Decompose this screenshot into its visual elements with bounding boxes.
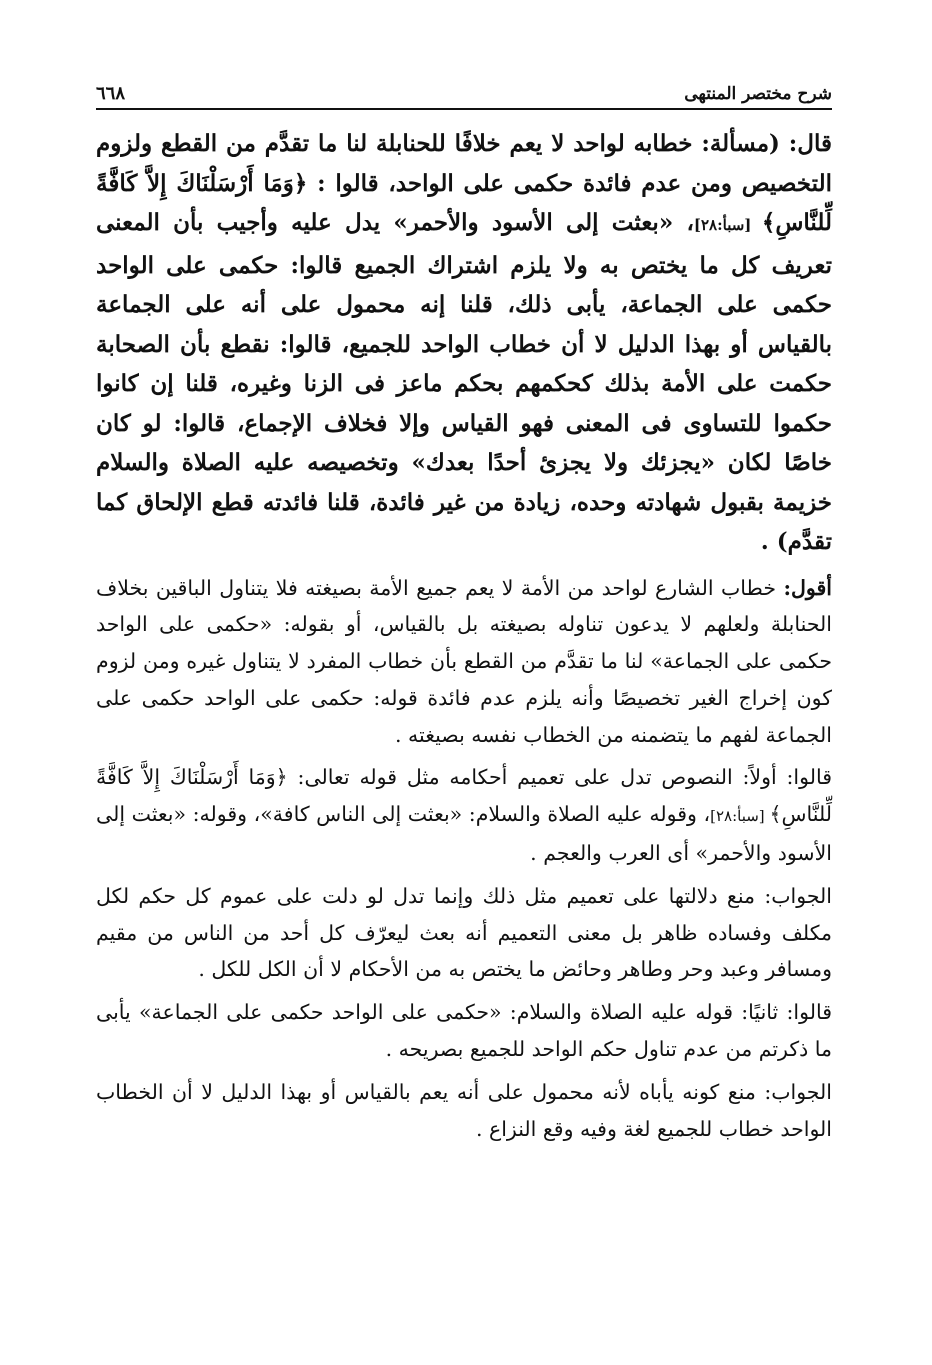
running-title: شرح مختصر المنتهى <box>684 84 832 104</box>
sharh-text-1: خطاب الشارع لواحد من الأمة لا يعم جميع الأمة بصيغته فلا يتناول الباقين بخلاف الحنابلة ولعلهم لا يدعون تناوله بصيغته بل بالقياس، أو بقوله: «حكمى على الواحد حكمى على الجماعة» لنا ما تقدَّم من القطع بأن خطاب المفرد لا يتناول غيره ومن لزوم كون إخراج الغير تخصيصًا وأنه يلزم عدم فائدة قوله: حكمى على الواحد حكمى على الجماعة لفهم ما يتضمنه من الخطاب نفسه بصيغته . <box>96 575 832 747</box>
quran-verse: ﴿وَمَا أَرْسَلْنَاكَ إِلاَّ كَافَّةً لِّلنَّاسِ﴾ <box>96 765 832 827</box>
sharh-paragraph-3: الجواب: منع دلالتها على تعميم مثل ذلك وإنما تدل لو دلت على عموم كل حكم لكل مكلف وفساده ظاهر بل معنى التعميم أنه بعث ليعرّف كل أحد من الناس من مقيم ومسافر وعبد وحر وطاهر وحائض ما يختص به من الأحكام لا أن الكل للكل . <box>96 883 832 982</box>
verse-reference: [سبأ:٢٨] <box>710 807 770 826</box>
running-head <box>96 76 832 110</box>
verse-reference: [سبأ:٢٨] <box>693 216 762 234</box>
sharh-text-2a: قالوا: أولاً: النصوص تدل على تعميم أحكامه مثل قوله تعالى: <box>287 765 832 790</box>
sharh-paragraph-1 <box>96 570 832 754</box>
quran-verse: ﴿وَمَا أَرْسَلْنَاكَ إِلاَّ كَافَّةً لِّلنَّاسِ﴾ <box>96 169 832 236</box>
book-page <box>96 76 832 1147</box>
sharh-paragraph-5: الجواب: منع كونه يأباه لأنه محمول على أنه يعم بالقياس أو بهذا الدليل لا أن الخطاب الواحد خطاب للجميع لغة وفيه وقع النزاع . <box>96 1079 832 1141</box>
sharh-paragraph-2 <box>96 759 832 871</box>
sharh-text-2b: ، وقوله عليه الصلاة والسلام: «بعثت إلى الناس كافة»، وقوله: «بعثت إلى الأسود والأحمر» أى العرب والعجم . <box>96 802 832 866</box>
matn-text-1: قال: (مسألة: خطابه لواحد لا يعم خلافًا للحنابلة لنا ما تقدَّم من القطع ولزوم التخصيص ومن عدم فائدة حكمى على الواحد، قالوا : <box>96 130 832 197</box>
page-body <box>96 124 832 1147</box>
page-number: ٦٦٨ <box>96 83 126 104</box>
sharh-paragraph-4: قالوا: ثانيًا: قوله عليه الصلاة والسلام: «حكمى على الواحد حكمى على الجماعة» يأبى ما ذكرتم من عدم تناول حكم الواحد للجميع بصريحه . <box>96 1000 832 1062</box>
sharh-lead-word: أقول: <box>783 575 832 600</box>
matn-paragraph <box>96 124 832 562</box>
matn-text-2: ، «بعثت إلى الأسود والأحمر» يدل عليه وأجيب بأن المعنى تعريف كل ما يختص به ولا يلزم اشتراك الجميع قالوا: حكمى على الواحد حكمى على الجماعة، يأبى ذلك، قلنا إنه محمول على أنه على الجماعة بالقياس أو بهذا الدليل لا أن خطاب الواحد للجميع، قالوا: نقطع بأن الصحابة حكمت على الأمة بذلك كحكمهم بحكم ماعز فى الزنا وغيره، قلنا إن كانوا حكموا للتساوى فى المعنى فهو القياس وإلا فخلاف الإجماع، قالوا: لو كان خاصًا لكان «يجزئك ولا يجزئ أحدًا بعدك» وتخصيصه عليه الصلاة والسلام خزيمة بقبول شهادته وحده، زيادة من غير فائدة، قلنا فائدته قطع الإلحاق كما تقدَّم) . <box>96 209 832 555</box>
